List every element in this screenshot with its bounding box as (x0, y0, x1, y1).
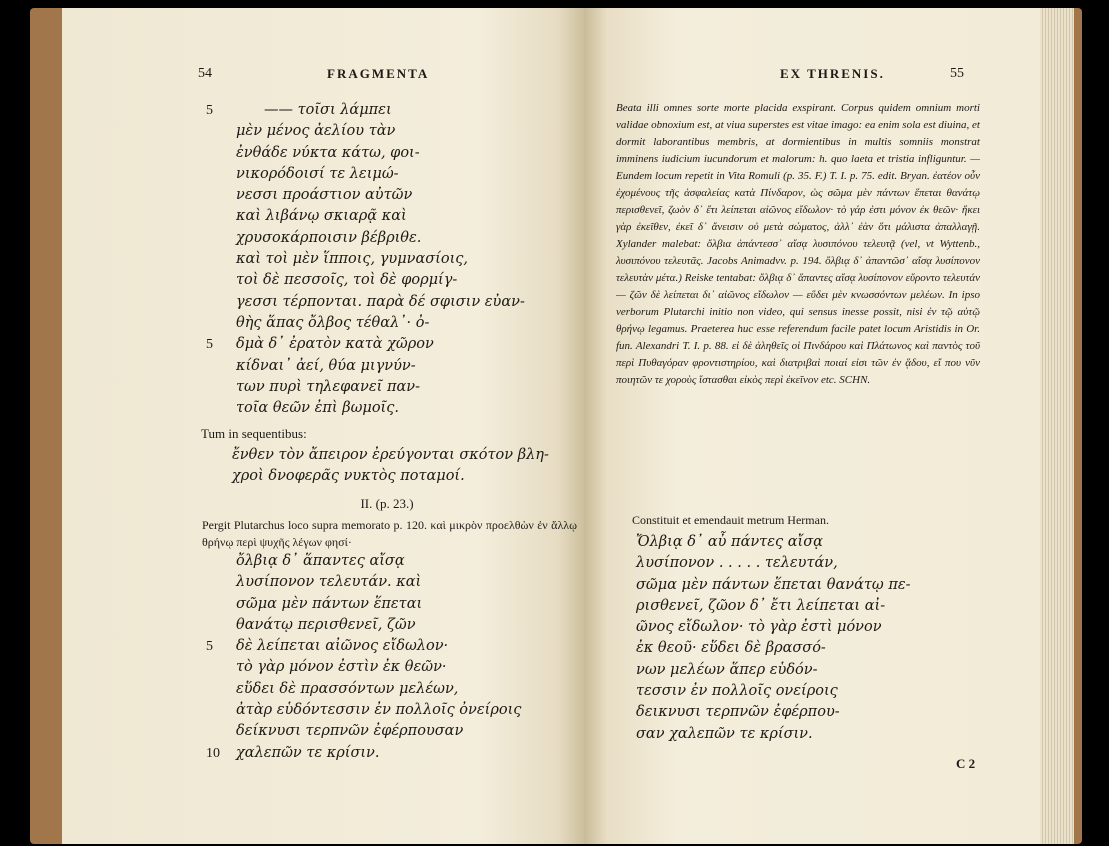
right-page (584, 8, 1040, 844)
commentary-text: Beata illi omnes sorte morte placida exspirant. Corpus quidem omnium morti validae obnoxium est, at viua superstes est vitae imago: ea enim sola est diuina, et dormit laborantibus membris, at dormientibus in multis somniis monstrat imminens iudicium iucundorum et malorum: h. quo laeta et tristia infliguntur. — Eundem locum repetit in Vita Romuli (p. 35. F.) T. I. p. 75. edit. Bryan. ἐατέον οὖν ἐχομένους τῆς ἀσφαλείας κατὰ Πίνδαρον, ὡς σῶμα μὲν πάντων ἕπεται θανάτῳ περισθενεῖ, ζωὸν δ᾽ ἔτι λείπεται αἰῶνος εἴδωλον· τὸ γάρ ἐστι μόνον ἐκ θεῶν· ἥκει γὰρ ἐκεῖθεν, ἐκεῖ δ᾽ ἄνεισιν οὐ μετὰ σώματος, ἀλλ᾽ ἐὰν ὅτι μάλιστα ἀπαλλαγῇ. Xylander malebat: ὄλβια ἀπάντεσσ᾽ αἴσᾳ λυσιπόνου τελευτᾷ (vel, vt Wyttenb., λυσιπόνου τελευτᾶς. Jacobs Animadvv. p. 194. ὄλβιᾳ δ᾽ ἀπαντῶσ᾽ αἴσᾳ λυσίπονον τελευτὰν μέτα.) Reiske tentabat: ὄλβιᾳ δ᾽ ἅπαντες αἴσᾳ λυσίπονον εὕροντο τελευτάν — ζῶν δὲ λείπεται δι᾽ αἰῶνος εἴδωλον — εὕδει μὲν κνωσσόντων μελέων. In ipso verborum Plutarchi initio non video, qui sensus inesse possit, nisi ἐν τῷ αὐτῷ θρήνῳ legamus. Praeterea huc esse referendum facile patet locum Aristidis in Or. fun. Alexandri T. I. p. 88. εἰ δὲ ἀληθεῖς οἱ Πινδάρου καὶ Πλάτωνος καὶ παντὸς τοῦ περὶ Πυθαγόραν φροντιστηρίου, καὶ διατριβαὶ ποιαί εἰσι τῶν ἐν ᾅδου, εἴ που νῦν ποιητῶν τε χοροὺς ἵστασθαι εἰκὸς περὶ ἐκεῖνον etc. SCHN. (616, 102, 980, 386)
fragment-2-line (236, 615, 584, 636)
left-page (62, 8, 584, 844)
fragment-2-line-number: 10 (206, 745, 220, 761)
fragment-1-line-text: θὴς ἅπας ὄλβος τέθαλ᾽· ὀ- (236, 314, 430, 331)
fragment-restored-line (636, 724, 986, 745)
fragment-1-line (236, 398, 584, 419)
fragment-restored-line (636, 575, 986, 596)
fragment-1-line-text: κίδναι᾽ ἀεί, θύα μιγνύν- (236, 357, 416, 374)
fragment-restored-line-text: Ὄλβιᾳ δ᾽ αὖ πάντες αἴσᾳ (636, 534, 823, 550)
fragment-1-line (236, 356, 584, 377)
fragment-1-line (236, 185, 584, 206)
fragment-2-line-text: ἀτὰρ εὑδόντεσσιν ἐν πολλοῖς ὀνείροις (236, 702, 522, 719)
fragment-2-line (236, 572, 584, 593)
fragment-restored-line (636, 702, 986, 723)
fragment-1-line-text: τοῖα θεῶν ἐπὶ βωμοῖς. (236, 400, 399, 417)
fragment-1-line-text: χρυσοκάρποισιν βέβριθε. (236, 229, 422, 246)
fragment-1-line (236, 292, 584, 313)
fragment-restored-line-text: ἐκ θεοῦ· εὕδει δὲ βρασσό- (636, 640, 826, 657)
fragment-2-line (236, 657, 584, 678)
page-edges (1040, 8, 1074, 844)
fragment-2-line-number: 5 (206, 639, 213, 655)
signature-mark: C 2 (956, 756, 976, 771)
fragment-1-line-text: —— τοῖσι λάμπει (264, 102, 392, 118)
fragment-restored-line (636, 681, 986, 702)
fragment-1 (206, 100, 584, 419)
fragment-2-line-text: θανάτῳ περισθενεῖ, ζῶν (236, 616, 416, 633)
fragment-1-line-text: τοὶ δὲ πεσσοῖς, τοὶ δὲ φορμίγ- (236, 272, 458, 289)
fragment-2-line-text: τὸ γὰρ μόνον ἐστὶν ἐκ θεῶν· (236, 659, 447, 676)
fragment-2-line (206, 743, 584, 764)
fragment-1-line-text: γεσσι τέρπονται. παρὰ δέ σφισιν εὐαν- (236, 293, 525, 310)
fragment-2-line-text: σῶμα μὲν πάντων ἕπεται (236, 595, 423, 612)
fragment-restored-line-text: σαν χαλεπῶν τε κρίσιν. (636, 725, 813, 742)
fragment-1-line (236, 270, 584, 291)
fragment-1-line-text: νεσσι προάστιον αὐτῶν (236, 187, 413, 204)
constituit-note: Constituit et emendauit metrum Herman. (632, 513, 829, 527)
fragment-1-line-text: μὲν μένος ἀελίου τὰν (236, 123, 396, 140)
tum-note: Tum in sequentibus: (201, 426, 307, 441)
fragment-2-line (236, 700, 584, 721)
fragment-1-line-number: 5 (206, 103, 213, 118)
fragment-1b-line (232, 466, 549, 487)
running-head-right: EX THRENIS. (780, 66, 885, 81)
fragment-1-line (236, 121, 584, 142)
fragment-2-line (206, 636, 584, 657)
fragment-1-line (206, 334, 584, 355)
section-2-intro: Pergit Plutarchus loco supra memorato p. 120. καὶ μικρὸν προελθὼν ἐν ἄλλῳ θρήνῳ περὶ ψυχῆς λέγων φησί· (202, 518, 577, 549)
fragment-2 (206, 551, 584, 764)
fragment-1-line (236, 164, 584, 185)
fragment-1-line (236, 206, 584, 227)
fragment-2-line (236, 721, 584, 742)
fragment-2-line-text: εὕδει δὲ πρασσόντων μελέων, (236, 680, 459, 697)
fragment-2-line (236, 594, 584, 615)
fragment-1-line-text: των πυρὶ τηλεφανεῖ παν- (236, 378, 420, 395)
fragment-2-line-text: χαλεπῶν τε κρίσιν. (236, 744, 380, 761)
fragment-restored-line (636, 596, 986, 617)
fragment-restored-line-text: δεικνυσι τερπνῶν ἐφέρπου- (636, 704, 840, 721)
running-head-left: FRAGMENTA (327, 66, 430, 81)
fragment-restored-line (636, 660, 986, 681)
fragment-1-line (236, 377, 584, 398)
page-number-right: 55 (950, 66, 964, 81)
fragment-restored-line-text: νων μελέων ἅπερ εὑδόν- (636, 661, 818, 678)
fragment-2-line (236, 551, 584, 572)
fragment-2-line-text: δὲ λείπεται αἰῶνος εἴδωλον· (236, 638, 449, 655)
fragment-2-line-text: δείκνυσι τερπνῶν ἐφέρπουσαν (236, 723, 464, 740)
fragment-1-line (236, 228, 584, 249)
fragment-1-line-number: 5 (206, 337, 213, 353)
fragment-restored-line-text: λυσίπονον . . . . . τελευτάν, (636, 555, 838, 572)
fragment-1b (232, 445, 549, 488)
commentary (616, 100, 980, 389)
fragment-1-line (236, 249, 584, 270)
book-spread (30, 8, 1082, 844)
fragment-restored (636, 532, 986, 745)
fragment-1-line-text: νικορόδοισί τε λειμώ- (236, 165, 399, 182)
fragment-1-line-text: ἐνθάδε νύκτα κάτω, φοι- (236, 144, 420, 161)
fragment-restored-line-text: σῶμα μὲν πάντων ἕπεται θανάτῳ πε- (636, 576, 911, 593)
section-2-heading: II. (p. 23.) (360, 496, 414, 511)
fragment-restored-line (636, 532, 986, 553)
fragment-restored-line-text: τεσσιν ἐν πολλοῖς ονείροις (636, 683, 838, 700)
fragment-1-line (236, 313, 584, 334)
fragment-restored-line-text: ῶνος εἴδωλον· τὸ γὰρ ἐστὶ μόνον (636, 619, 882, 636)
fragment-restored-line-text: ρισθενεῖ, ζῶον δ᾽ ἔτι λείπεται αἰ- (636, 597, 886, 614)
fragment-1-line-text: καὶ λιβάνῳ σκιαρᾷ καὶ (236, 208, 407, 225)
page-number-left: 54 (198, 66, 212, 81)
fragment-restored-line (636, 553, 986, 574)
fragment-1-line (206, 100, 584, 121)
fragment-1-line-text: καὶ τοὶ μὲν ἵπποις, γυμνασίοις, (236, 251, 469, 268)
fragment-1-line-text: δμὰ δ᾽ ἐρατὸν κατὰ χῶρον (236, 336, 434, 353)
fragment-1b-line (232, 445, 549, 466)
fragment-1b-line-text: ἔνθεν τὸν ἄπειρον ἐρεύγονται σκότον βλη- (232, 447, 549, 463)
fragment-restored-line (636, 617, 986, 638)
fragment-1b-line-text: χροὶ δνοφερᾶς νυκτὸς ποταμοί. (232, 468, 465, 485)
fragment-2-line-text: ὄλβιᾳ δ᾽ ἅπαντες αἴσᾳ (236, 553, 405, 569)
fragment-2-line-text: λυσίπονον τελευτάν. καὶ (236, 574, 422, 591)
fragment-restored-line (636, 638, 986, 659)
fragment-2-line (236, 679, 584, 700)
fragment-1-line (236, 143, 584, 164)
